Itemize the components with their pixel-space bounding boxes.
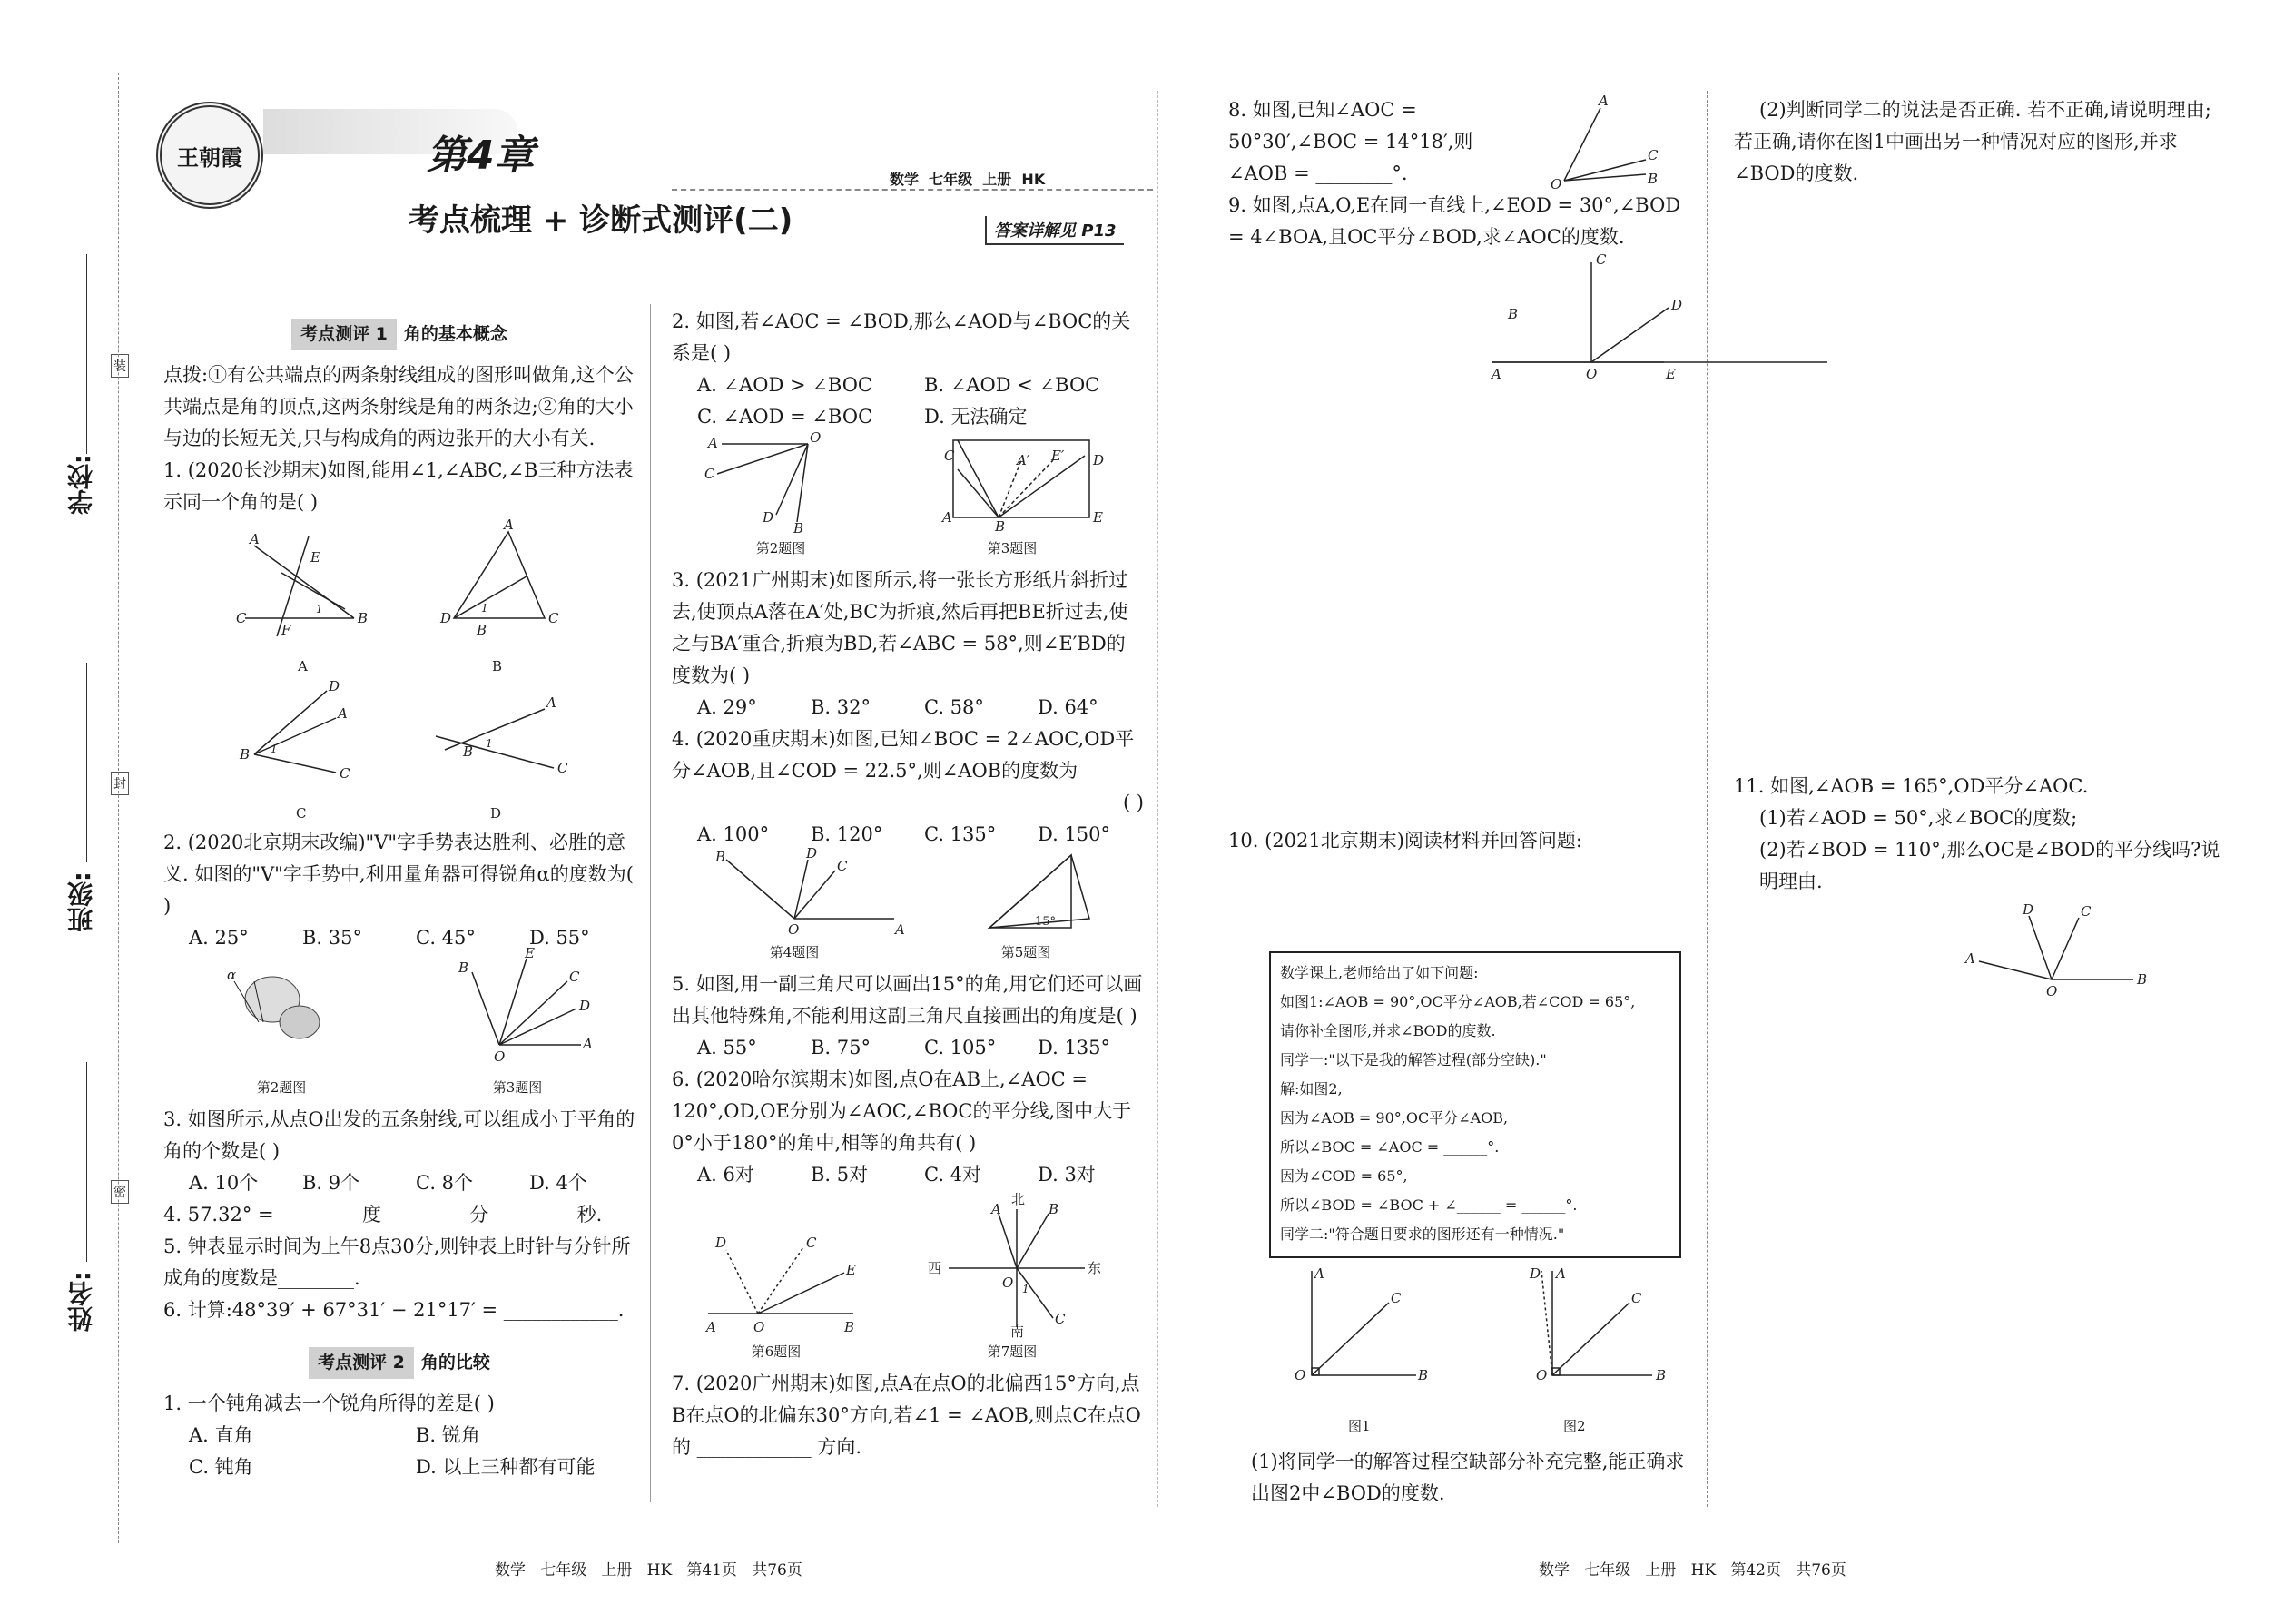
answer-reference: 答案详解见 P13 (985, 216, 1124, 245)
svg-text:B: B (477, 622, 487, 638)
q3-option-d[interactable]: D. 64° (1038, 696, 1098, 718)
svg-text:A: A (1599, 93, 1609, 109)
reading-line: 因为∠AOB = 90°,OC平分∠AOB, (1280, 1109, 1509, 1127)
s2q1-option-a[interactable]: A. 直角 (189, 1424, 253, 1446)
fig3-caption: 第3题图 (987, 540, 1038, 556)
q1-figure-d (436, 709, 554, 768)
svg-text:D: D (1530, 1265, 1541, 1282)
svg-text:O: O (494, 1048, 506, 1065)
svg-text:1: 1 (481, 602, 488, 615)
logo-text: 王朝霞 (177, 143, 242, 171)
page-divider (1157, 91, 1158, 1507)
logo (156, 102, 263, 209)
q2-option-d[interactable]: D. 55° (529, 927, 590, 949)
svg-text:A: A (706, 1319, 716, 1335)
svg-text:B: B (240, 746, 251, 763)
s2q1-options-row1 (163, 1420, 635, 1452)
svg-text:E: E (525, 945, 535, 961)
s2q1-option-d[interactable]: D. 以上三种都有可能 (416, 1456, 596, 1478)
q4-option-d[interactable]: D. 150° (1038, 823, 1111, 845)
svg-text:D: D (579, 998, 591, 1014)
q3-option-b[interactable]: B. 32° (811, 696, 871, 718)
svg-text:C: C (1648, 147, 1659, 163)
svg-text:A: A (942, 509, 952, 526)
svg-text:O: O (1002, 1275, 1014, 1291)
q3-options (163, 1167, 635, 1199)
class-label: 班级: (66, 871, 96, 933)
q5-options (672, 1032, 1144, 1064)
question-2: 2. 如图,若∠AOC = ∠BOD,那么∠AOD与∠BOC的关系是( ) (672, 310, 1131, 364)
tip-text: 点拨:①有公共端点的两条射线组成的图形叫做角,这个公共端点是角的顶点,这两条射线是角的两条边;②角的大小与边的长短无关,只与构成角的两边张开的大小有关. (163, 364, 634, 449)
svg-text:B: B (715, 849, 726, 865)
page-subtitle: 考点梳理 + 诊断式测评(二) (409, 202, 793, 239)
q10-figures (1271, 1262, 1707, 1398)
q11-angle-figure (1734, 898, 2224, 998)
question-6: 6. 计算:48°39′ + 67°31′ − 21°17′ = ____________. (163, 1299, 625, 1321)
q4-angle-figure (726, 860, 894, 919)
svg-text:C: C (1055, 1311, 1066, 1327)
svg-text:D: D (2023, 901, 2034, 918)
svg-text:B: B (492, 658, 503, 674)
q2-option-c[interactable]: C. 45° (416, 927, 476, 949)
page-footer-right: 数学 七年级 上册 HK 第42页 共76页 (1539, 1561, 1846, 1580)
q4-options (672, 819, 1144, 851)
q2-option-a[interactable]: A. 25° (189, 927, 249, 949)
svg-text:B: B (793, 520, 804, 536)
reading-line: 所以∠BOC = ∠AOC = ______°. (1280, 1138, 1500, 1156)
svg-text:E: E (1093, 509, 1103, 526)
figure-captions (672, 533, 1144, 565)
svg-text:东: 东 (1088, 1260, 1102, 1276)
svg-text:A: A (298, 658, 308, 674)
question-11: 11. 如图,∠AOB = 165°,OD平分∠AOC. (1734, 775, 2089, 797)
q3-option-c[interactable]: C. 58° (924, 696, 984, 718)
svg-text:D: D (806, 845, 818, 861)
q1-figure-c (254, 691, 336, 773)
q3-option-a[interactable]: A. 29° (697, 696, 757, 718)
question-7: 7. (2020广州期末)如图,点A在点O的北偏西15°方向,点B在点O的北偏东30°方向,若∠1 = ∠AOB,则点C在点O的 ____________ 方向. (672, 1373, 1141, 1458)
section-2-header (163, 1346, 635, 1379)
reading-line: 数学课上,老师给出了如下问题: (1280, 964, 1479, 981)
q7-compass-figure (949, 1209, 1085, 1327)
reading-line: 所以∠BOD = ∠BOC + ∠______ = ______°. (1280, 1196, 1578, 1214)
question-5: 5. 钟表显示时间为上午8点30分,则钟表上时针与分针所成角的度数是________. (163, 1235, 631, 1289)
question-4: 4. (2020重庆期末)如图,已知∠BOC = 2∠AOC,OD平分∠AOB,且∠COD = 22.5°,则∠AOB的度数为 (672, 728, 1135, 782)
svg-text:A′: A′ (1017, 452, 1030, 468)
svg-text:B: B (1418, 1367, 1429, 1383)
svg-text:C: C (340, 765, 350, 782)
s2q1-options-row2 (163, 1452, 635, 1483)
svg-text:D: D (440, 610, 452, 626)
school-label: 学校: (66, 454, 96, 516)
q1-figures (163, 518, 635, 827)
q3-option-d[interactable]: D. 4个 (529, 1172, 587, 1194)
svg-text:A: A (583, 1036, 593, 1052)
question-3: 3. 如图所示,从点O出发的五条射线,可以组成小于平角的角的个数是( ) (163, 1108, 635, 1162)
q3-option-a[interactable]: A. 10个 (189, 1172, 259, 1194)
section-tag: 考点测评 1 (291, 319, 397, 350)
q6-q7-figures (672, 1191, 1144, 1340)
binding-cut-line (118, 73, 119, 1543)
s2q1-option-b[interactable]: B. 锐角 (416, 1424, 480, 1446)
reading-line: 同学一:"以下是我的解答过程(部分空缺)." (1280, 1051, 1547, 1068)
svg-text:1: 1 (316, 603, 323, 615)
name-line (86, 1062, 87, 1262)
q4-answer-paren: ( ) (1122, 792, 1144, 813)
section-title: 角的比较 (420, 1353, 490, 1373)
svg-text:D: D (1671, 297, 1683, 313)
q1-figure-b (454, 532, 545, 618)
figure-captions (672, 1336, 1144, 1368)
q3-rays-figure (472, 959, 581, 1045)
svg-text:B: B (1656, 1367, 1667, 1383)
q2-q3-figures (163, 945, 635, 1072)
figure-1 (1312, 1271, 1416, 1375)
svg-text:C: C (296, 805, 307, 822)
name-label: 姓名: (66, 1271, 96, 1333)
svg-text:C: C (704, 466, 715, 482)
q5-option-d[interactable]: D. 135° (1038, 1037, 1111, 1058)
fig2-caption: 第2题图 (256, 1079, 307, 1096)
fig5-caption: 第5题图 (1000, 944, 1051, 960)
q4-option-a[interactable]: A. 100° (697, 823, 770, 845)
svg-text:A: A (1556, 1265, 1566, 1282)
question-11-part-1: (1)若∠AOD = 50°,求∠BOC的度数; (1759, 807, 2078, 829)
column-divider-3 (1707, 91, 1708, 1507)
svg-text:C: C (806, 1235, 817, 1251)
svg-text:B: B (458, 960, 469, 976)
q4-option-c[interactable]: C. 135° (924, 823, 997, 845)
svg-text:D: D (490, 805, 502, 822)
svg-text:D: D (763, 509, 774, 526)
svg-text:A: A (1314, 1265, 1324, 1282)
svg-text:B: B (844, 1319, 855, 1335)
reading-line: 如图1:∠AOB = 90°,OC平分∠AOB,若∠COD = 65°, (1280, 993, 1636, 1010)
svg-text:1: 1 (271, 743, 278, 755)
svg-text:D: D (715, 1235, 727, 1251)
svg-text:B: B (2137, 971, 2148, 988)
fig7-caption: 第7题图 (987, 1343, 1038, 1360)
q6-options (672, 1159, 1144, 1191)
q2-option-d[interactable]: D. 无法确定 (924, 406, 1028, 428)
svg-text:C: C (837, 858, 848, 874)
section-1-header (163, 318, 635, 350)
q2-option-a[interactable]: A. ∠AOD > ∠BOC (697, 374, 872, 396)
q5-option-b[interactable]: B. 75° (811, 1037, 871, 1058)
question-10-part-2: (2)判断同学二的说法是否正确. 若不正确,请说明理由;若正确,请你在图1中画出另一种情况对应的图形,并求∠BOD的度数. (1734, 99, 2211, 184)
svg-text:O: O (2046, 983, 2058, 999)
q2-options-row2 (672, 401, 1144, 433)
question-2: 2. (2020北京期末改编)"V"字手势表达胜利、必胜的意义. 如图的"V"字手势中,利用量角器可得锐角α的度数为( ) (163, 832, 634, 917)
svg-text:E′: E′ (1051, 448, 1065, 464)
svg-text:1: 1 (1022, 1283, 1029, 1295)
q3-option-c[interactable]: C. 8个 (416, 1172, 474, 1194)
svg-text:F: F (281, 622, 291, 638)
fig6-caption: 第6题图 (751, 1343, 802, 1360)
svg-text:B: B (1049, 1201, 1059, 1217)
figure-captions (163, 1072, 635, 1104)
svg-text:E: E (1666, 366, 1676, 382)
q1-figure-a (245, 536, 354, 636)
section-title: 角的基本概念 (403, 324, 507, 344)
svg-text:E: E (310, 549, 320, 566)
chapter-title: 第4章 (427, 133, 535, 179)
svg-text:B: B (1648, 171, 1659, 187)
question-10-part-1: (1)将同学一的解答过程空缺部分补充完整,能正确求出图2中∠BOD的度数. (1251, 1451, 1685, 1504)
q6-option-d[interactable]: D. 3对 (1038, 1164, 1096, 1186)
fig3-caption: 第3题图 (492, 1079, 543, 1096)
column-2 (672, 306, 1144, 1463)
page-footer-left: 数学 七年级 上册 HK 第41页 共76页 (495, 1561, 802, 1580)
q4-q5-figures (672, 845, 1144, 938)
svg-text:A: A (338, 705, 348, 722)
fig4-caption: 第4题图 (769, 944, 820, 960)
svg-text:西: 西 (928, 1260, 942, 1276)
q5-option-a[interactable]: A. 55° (697, 1037, 757, 1058)
svg-text:C: C (1391, 1290, 1402, 1306)
svg-text:O: O (1536, 1367, 1548, 1383)
svg-text:C: C (1596, 251, 1607, 268)
svg-text:O: O (1586, 366, 1598, 382)
q6-option-c[interactable]: C. 4对 (924, 1164, 982, 1186)
svg-text:A: A (991, 1201, 1001, 1217)
figure-captions (672, 937, 1144, 969)
svg-text:A: A (250, 531, 260, 547)
column-4 (1734, 94, 2224, 998)
svg-text:15°: 15° (1035, 915, 1057, 929)
svg-text:C: C (548, 610, 559, 626)
svg-text:O: O (1551, 176, 1562, 192)
reading-line: 因为∠COD = 65°, (1280, 1167, 1408, 1185)
svg-text:O: O (1295, 1367, 1306, 1383)
q2-option-b[interactable]: B. 35° (302, 927, 363, 949)
header-tags: 数学 七年级 上册 HK (890, 171, 1046, 188)
question-8: 8. 如图,已知∠AOC = 50°30′,∠BOC = 14°18′,则∠AOB = ________°. (1228, 99, 1473, 184)
seal-mark-2: 封 (111, 772, 129, 795)
class-line (86, 663, 87, 862)
q6-angle-figure (708, 1247, 853, 1314)
section-2-question-1: 1. 一个钝角减去一个锐角所得的差是( ) (163, 1393, 495, 1414)
q2-option-b[interactable]: B. ∠AOD < ∠BOC (924, 374, 1100, 396)
column-1 (163, 309, 635, 1483)
section-tag: 考点测评 2 (309, 1347, 414, 1379)
q8-angle-figure (1519, 94, 1682, 190)
seal-mark-3: 密 (111, 1180, 129, 1204)
column-3 (1228, 94, 1700, 857)
svg-text:O: O (810, 429, 822, 446)
q3-options (672, 692, 1144, 723)
column-divider-1 (650, 304, 651, 1502)
svg-text:A: A (1492, 366, 1501, 382)
s2q1-option-c[interactable]: C. 钝角 (189, 1456, 253, 1478)
question-1: 1. (2020长沙期末)如图,能用∠1,∠ABC,∠B三种方法表示同一个角的是( ) (163, 459, 634, 513)
svg-text:C: C (1631, 1290, 1642, 1306)
svg-text:B: B (1508, 306, 1519, 322)
svg-text:A: A (504, 517, 514, 533)
q2-q3-figures (672, 429, 1144, 536)
svg-text:C: C (236, 610, 247, 626)
q2-options (163, 922, 635, 954)
question-9: 9. 如图,点A,O,E在同一直线上,∠EOD = 30°,∠BOD = 4∠BOA,且OC平分∠BOD,求∠AOC的度数. (1228, 194, 1681, 248)
reading-line: 同学二:"符合题目要求的图形还有一种情况." (1280, 1225, 1565, 1243)
svg-text:A: A (895, 921, 905, 938)
q6-option-a[interactable]: A. 6对 (697, 1164, 754, 1186)
svg-text:B: B (995, 518, 1006, 535)
q3-option-b[interactable]: B. 9个 (302, 1172, 360, 1194)
reading-line: 请你补全图形,并求∠BOD的度数. (1280, 1022, 1496, 1039)
svg-text:E: E (846, 1262, 856, 1278)
svg-text:B: B (358, 610, 369, 626)
reading-line: 解:如图2, (1280, 1080, 1343, 1097)
q4-option-b[interactable]: B. 120° (811, 823, 883, 845)
svg-text:C: C (569, 969, 580, 985)
binding-margin (36, 245, 136, 1534)
question-10: 10. (2021北京期末)阅读材料并回答问题: (1228, 830, 1582, 851)
question-6: 6. (2020哈尔滨期末)如图,点O在AB上,∠AOC = 120°,OD,OE分别为∠AOC,∠BOC的平分线,图中大于0°小于180°的角中,相等的角共有( ) (672, 1068, 1132, 1154)
reading-material-box (1269, 951, 1681, 1258)
svg-text:A: A (1965, 950, 1975, 967)
v-hand-figure (227, 967, 320, 1038)
q2-options-row1 (672, 369, 1144, 401)
header-dashed-line (672, 189, 1153, 191)
svg-text:1: 1 (486, 737, 493, 750)
svg-text:C: C (2081, 903, 2092, 920)
svg-text:A: A (546, 694, 556, 711)
figure-2 (1541, 1271, 1652, 1375)
svg-text:D: D (329, 678, 340, 694)
question-5: 5. 如图,用一副三角尺可以画出15°的角,用它们还可以画出其他特殊角,不能利用这副三角尺直接画出的角度是( ) (672, 973, 1143, 1027)
svg-text:南: 南 (1010, 1324, 1025, 1340)
q9-angle-figure (1228, 253, 1700, 380)
svg-text:O: O (753, 1319, 765, 1335)
q6-option-b[interactable]: B. 5对 (811, 1164, 869, 1186)
svg-text:北: 北 (1011, 1191, 1026, 1207)
figure-1-caption: 图1 (1348, 1418, 1371, 1434)
svg-text:A: A (708, 435, 718, 451)
question-4: 4. 57.32° = ________ 度 ________ 分 ________ 秒. (163, 1204, 603, 1225)
svg-text:O: O (788, 921, 800, 938)
svg-text:α: α (227, 967, 237, 983)
figure-2-caption: 图2 (1563, 1418, 1586, 1434)
seal-mark-1: 装 (111, 354, 129, 378)
question-3: 3. (2021广州期末)如图所示,将一张长方形纸片斜折过去,使顶点A落在A′处,BC为折痕,然后再把BE折过去,使之与BA′重合,折痕为BD,若∠ABC = 58°,则∠E′BD的度数为( ) (672, 569, 1128, 686)
q2-option-c[interactable]: C. ∠AOD = ∠BOC (697, 406, 873, 428)
question-11-part-2: (2)若∠BOD = 110°,那么OC是∠BOD的平分线吗?说明理由. (1759, 839, 2220, 892)
fig2-caption: 第2题图 (755, 540, 806, 556)
svg-text:B: B (463, 743, 474, 760)
q5-option-c[interactable]: C. 105° (924, 1037, 997, 1058)
svg-text:D: D (1093, 452, 1105, 468)
svg-text:C: C (944, 448, 955, 464)
svg-text:C: C (557, 760, 568, 776)
school-line (86, 254, 87, 454)
